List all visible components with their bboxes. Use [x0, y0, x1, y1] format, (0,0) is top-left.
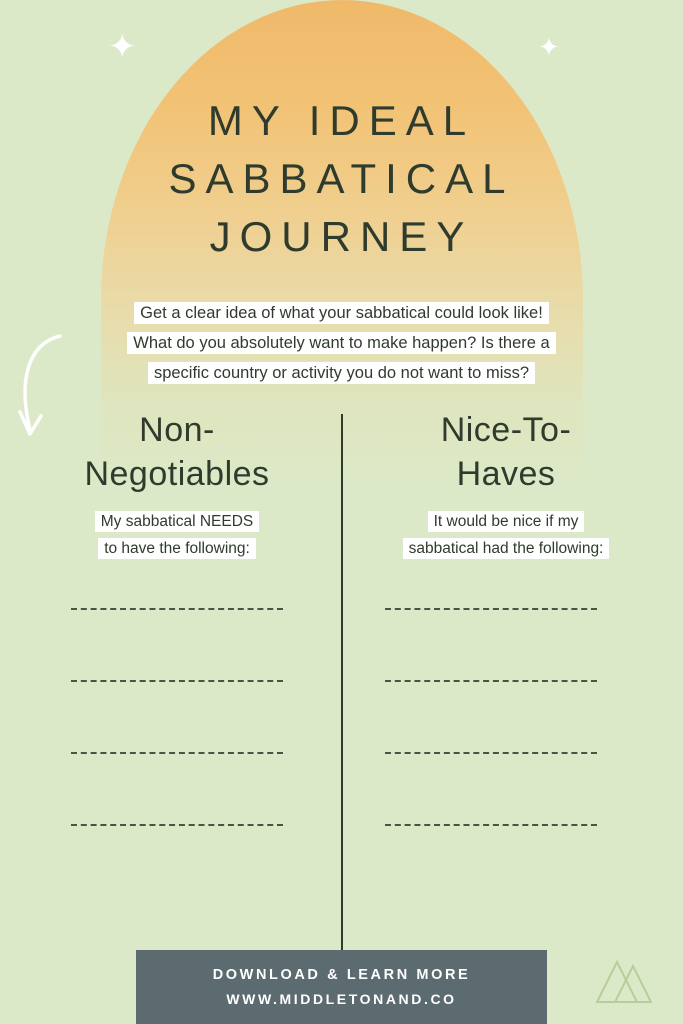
footer-cta-bar[interactable]	[136, 950, 547, 1024]
write-in-lines	[12, 608, 342, 826]
column-subtitle	[341, 510, 671, 562]
intro-line-3: specific country or activity you do not want to miss?	[148, 362, 535, 384]
footer-cta-text: DOWNLOAD & LEARN MORE	[212, 967, 471, 983]
blank-line[interactable]	[71, 680, 283, 682]
column-title-line-2: Haves	[456, 455, 556, 494]
curved-arrow-icon	[8, 330, 68, 450]
column-nice-to-haves	[341, 408, 671, 896]
blank-line[interactable]	[71, 608, 283, 610]
blank-line[interactable]	[385, 752, 597, 754]
column-subtitle-line-2: to have the following:	[98, 538, 256, 559]
blank-line[interactable]	[71, 752, 283, 754]
column-title-line-2: Negotiables	[84, 455, 270, 494]
column-subtitle-line-2: sabbatical had the following:	[403, 538, 610, 559]
page-title-line-1: MY IDEAL	[207, 97, 476, 144]
page-title-line-2: SABBATICAL	[168, 154, 515, 202]
intro-line-1: Get a clear idea of what your sabbatical could look like!	[134, 302, 549, 324]
intro-paragraph	[0, 300, 683, 391]
column-non-negotiables	[12, 408, 342, 896]
blank-line[interactable]	[385, 680, 597, 682]
footer-url-text: WWW.MIDDLETONAND.CO	[226, 991, 457, 1007]
column-title-line-1: Non-	[139, 411, 215, 449]
page-title-line-3: JOURNEY	[209, 212, 474, 260]
blank-line[interactable]	[71, 824, 283, 826]
blank-line[interactable]	[385, 824, 597, 826]
column-title	[341, 408, 671, 496]
page-title	[0, 92, 683, 266]
write-in-lines	[341, 608, 671, 826]
column-subtitle-line-1: It would be nice if my	[428, 511, 585, 532]
column-subtitle-line-1: My sabbatical NEEDS	[95, 511, 259, 532]
sparkle-icon-right: ✦	[538, 32, 560, 62]
intro-line-2: What do you absolutely want to make happen? Is there a	[127, 332, 555, 354]
mountain-logo-icon	[593, 954, 657, 1006]
sparkle-icon-left: ✦	[108, 28, 137, 66]
column-subtitle	[12, 510, 342, 562]
blank-line[interactable]	[385, 608, 597, 610]
column-title-line-1: Nice-To-	[440, 411, 572, 449]
